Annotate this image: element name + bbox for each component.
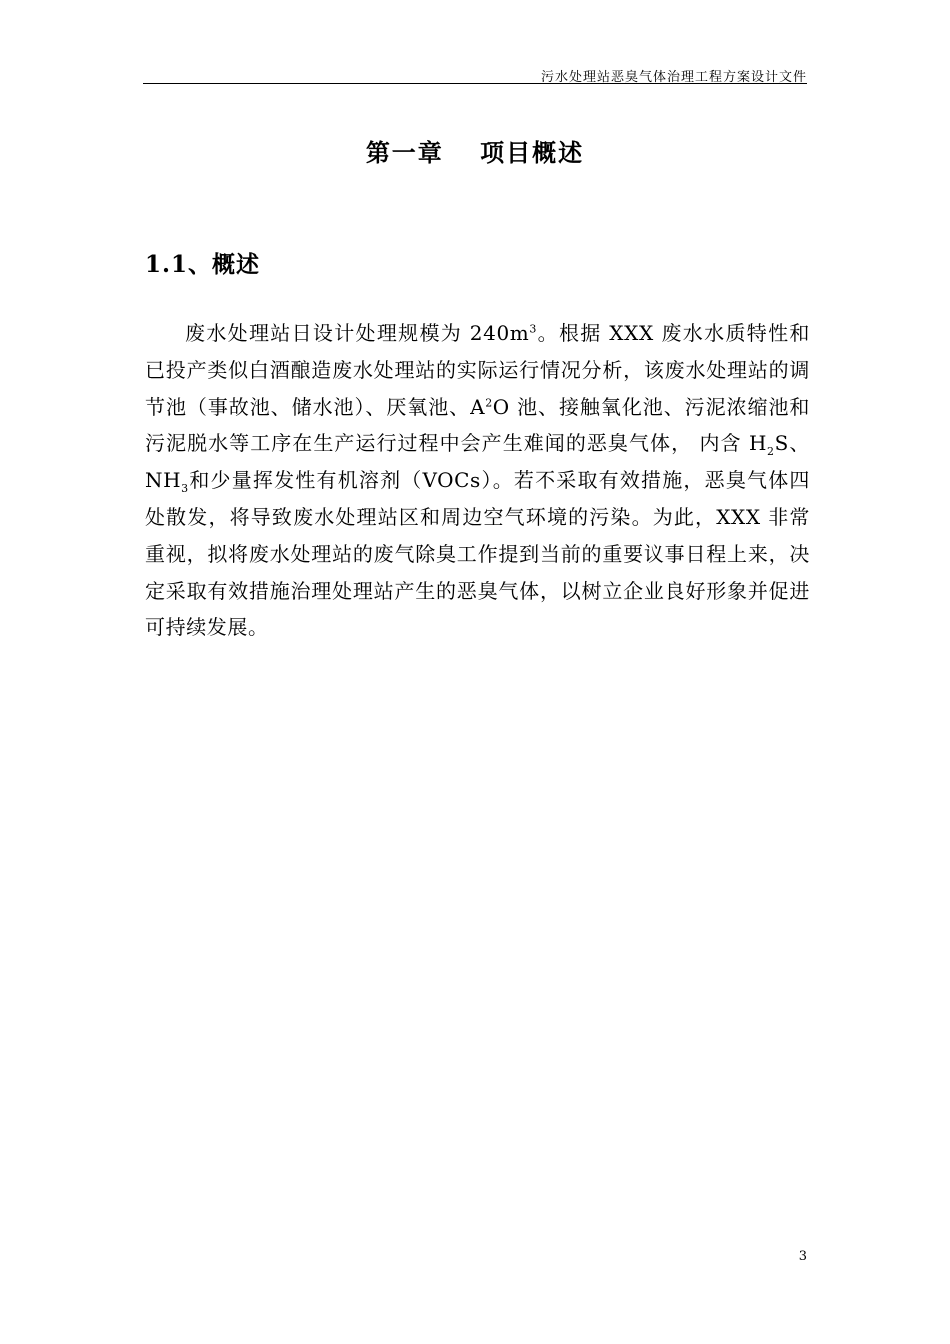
section-title: 1.1、概述 bbox=[145, 251, 261, 278]
header-rule bbox=[143, 83, 807, 84]
text-run: O 池、接触氧化池、污泥浓缩池和污泥脱水等工序在生产运行过程中会产生难闻的恶臭气体， 内含 H bbox=[145, 394, 810, 456]
page-number: 3 bbox=[798, 1249, 807, 1264]
text-run: 。根据 XXX 废水水质特性和已投产类似白酒酿造废水处理站的实际运行情况分析，该废水处理站的调节池（事故池、储水池）、厌氧池、A bbox=[145, 321, 810, 419]
chapter-title: 第一章 项目概述 bbox=[365, 138, 585, 167]
paragraph-text bbox=[145, 315, 810, 646]
superscript: 3 bbox=[529, 322, 537, 336]
superscript: 2 bbox=[485, 395, 493, 409]
subscript: 2 bbox=[767, 445, 775, 459]
subscript: 3 bbox=[181, 482, 189, 496]
text-run: 废水处理站日设计处理规模为 240m bbox=[185, 321, 530, 345]
running-header: 污水处理站恶臭气体治理工程方案设计文件 bbox=[540, 70, 807, 85]
text-run: 和少量挥发性有机溶剂（VOCs）。若不采取有效措施，恶臭气体四处散发，将导致废水处理站区和周边空气环境的污染。为此，XXX 非常重视，拟将废水处理站的废气除臭工作提到当前的重要议事日程上来，决定采取有效措施治理处理站产生的恶臭气体，以树立企业良好形象并促进可持续发展。 bbox=[145, 468, 810, 640]
text-run: S、NH bbox=[145, 431, 811, 493]
body-paragraph bbox=[145, 315, 810, 646]
